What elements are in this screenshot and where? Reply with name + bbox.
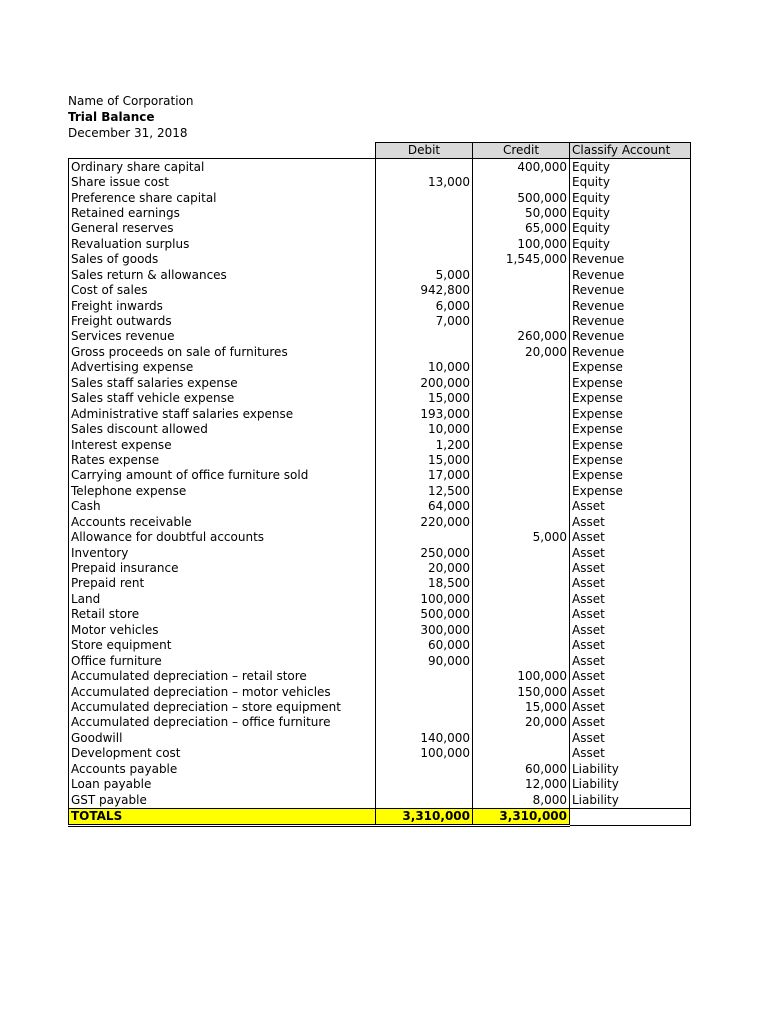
account-class: Expense [570,360,691,375]
account-credit [473,268,570,283]
account-row [69,422,691,437]
account-class: Revenue [570,283,691,298]
account-credit [473,175,570,190]
account-debit: 10,000 [376,422,473,437]
account-debit [376,715,473,730]
account-row [69,453,691,468]
account-name: Store equipment [69,638,376,653]
account-credit: 20,000 [473,345,570,360]
account-debit: 64,000 [376,499,473,514]
account-debit: 60,000 [376,638,473,653]
account-debit: 7,000 [376,314,473,329]
account-credit [473,283,570,298]
account-row [69,607,691,622]
account-class: Asset [570,638,691,653]
account-name: Telephone expense [69,484,376,499]
account-credit: 500,000 [473,190,570,205]
account-class: Revenue [570,329,691,344]
account-credit: 15,000 [473,700,570,715]
account-class: Revenue [570,298,691,313]
account-debit [376,252,473,267]
account-class: Expense [570,484,691,499]
account-debit: 300,000 [376,623,473,638]
account-credit: 400,000 [473,159,570,175]
account-debit [376,221,473,236]
account-name: Revaluation surplus [69,237,376,252]
account-debit [376,700,473,715]
account-credit [473,360,570,375]
totals-credit: 3,310,000 [473,808,570,825]
account-name: Freight outwards [69,314,376,329]
account-row [69,684,691,699]
account-debit: 6,000 [376,298,473,313]
account-class: Expense [570,468,691,483]
account-row [69,360,691,375]
account-debit: 18,500 [376,576,473,591]
account-credit [473,576,570,591]
account-name: Rates expense [69,453,376,468]
debit-header: Debit [376,143,473,159]
account-credit: 100,000 [473,669,570,684]
account-row [69,268,691,283]
account-credit: 1,545,000 [473,252,570,267]
account-name: Accumulated depreciation – store equipment [69,700,376,715]
account-class: Equity [570,221,691,236]
account-credit [473,746,570,761]
account-debit: 500,000 [376,607,473,622]
account-credit [473,298,570,313]
account-row [69,237,691,252]
account-class: Asset [570,731,691,746]
account-row [69,545,691,560]
account-row [69,190,691,205]
account-credit: 65,000 [473,221,570,236]
account-credit: 5,000 [473,530,570,545]
account-credit [473,499,570,514]
account-debit: 140,000 [376,731,473,746]
account-row [69,792,691,808]
account-name: Sales staff salaries expense [69,376,376,391]
account-row [69,468,691,483]
account-credit [473,638,570,653]
account-class: Revenue [570,252,691,267]
account-row [69,623,691,638]
account-row [69,406,691,421]
account-debit [376,237,473,252]
account-credit: 60,000 [473,762,570,777]
account-credit [473,484,570,499]
account-class: Asset [570,561,691,576]
account-debit: 5,000 [376,268,473,283]
account-row [69,576,691,591]
account-name: Share issue cost [69,175,376,190]
totals-label: TOTALS [69,808,376,825]
account-class: Equity [570,175,691,190]
account-credit [473,391,570,406]
account-row [69,592,691,607]
account-class: Asset [570,592,691,607]
account-credit: 150,000 [473,684,570,699]
account-class: Expense [570,422,691,437]
classify-account-header: Classify Account [570,143,691,159]
account-debit [376,669,473,684]
account-name: Sales discount allowed [69,422,376,437]
account-class: Liability [570,762,691,777]
account-row [69,376,691,391]
credit-header: Credit [473,143,570,159]
account-row [69,638,691,653]
account-class: Expense [570,391,691,406]
account-debit: 10,000 [376,360,473,375]
account-debit [376,684,473,699]
account-debit: 15,000 [376,391,473,406]
account-row [69,499,691,514]
account-name: Ordinary share capital [69,159,376,175]
account-name: Interest expense [69,437,376,452]
account-debit: 12,500 [376,484,473,499]
account-row [69,777,691,792]
account-credit [473,453,570,468]
account-debit [376,159,473,175]
account-class: Revenue [570,268,691,283]
account-row [69,206,691,221]
account-class: Asset [570,576,691,591]
totals-debit: 3,310,000 [376,808,473,825]
account-name: Accumulated depreciation – retail store [69,669,376,684]
account-class: Asset [570,653,691,668]
account-debit: 20,000 [376,561,473,576]
account-debit: 100,000 [376,746,473,761]
account-debit [376,530,473,545]
account-debit: 1,200 [376,437,473,452]
account-name: Administrative staff salaries expense [69,406,376,421]
account-row [69,221,691,236]
account-row [69,159,691,175]
report-date: December 31, 2018 [68,126,188,140]
account-debit [376,792,473,808]
account-debit [376,206,473,221]
account-class: Expense [570,376,691,391]
account-row [69,653,691,668]
account-credit: 50,000 [473,206,570,221]
account-class: Asset [570,715,691,730]
account-debit [376,190,473,205]
account-row [69,391,691,406]
account-class: Asset [570,623,691,638]
account-name: Sales of goods [69,252,376,267]
account-class: Equity [570,237,691,252]
account-name: General reserves [69,221,376,236]
account-name: Cost of sales [69,283,376,298]
account-class: Equity [570,206,691,221]
account-credit [473,607,570,622]
account-name: Development cost [69,746,376,761]
account-name: Accounts receivable [69,515,376,530]
account-name: Freight inwards [69,298,376,313]
account-debit: 942,800 [376,283,473,298]
account-rows [69,159,691,808]
account-row [69,283,691,298]
trial-balance-table [68,142,691,827]
totals-classify [570,808,691,825]
account-debit: 90,000 [376,653,473,668]
account-name: Accumulated depreciation – motor vehicles [69,684,376,699]
account-credit [473,376,570,391]
account-row [69,746,691,761]
account-name: Accumulated depreciation – office furniture [69,715,376,730]
account-credit [473,468,570,483]
account-class: Expense [570,453,691,468]
account-row [69,762,691,777]
account-row [69,484,691,499]
account-row [69,329,691,344]
account-name: Services revenue [69,329,376,344]
account-class: Asset [570,746,691,761]
account-row [69,314,691,329]
account-name: Office furniture [69,653,376,668]
account-credit: 260,000 [473,329,570,344]
account-name: Retained earnings [69,206,376,221]
account-class: Asset [570,499,691,514]
account-row [69,731,691,746]
account-class: Equity [570,190,691,205]
account-name: Sales return & allowances [69,268,376,283]
account-class: Asset [570,545,691,560]
account-name: GST payable [69,792,376,808]
account-class: Expense [570,406,691,421]
account-name: Accounts payable [69,762,376,777]
account-name: Retail store [69,607,376,622]
account-name: Prepaid rent [69,576,376,591]
account-name: Land [69,592,376,607]
account-credit [473,653,570,668]
account-debit [376,345,473,360]
account-debit [376,762,473,777]
company-name: Name of Corporation [68,94,194,108]
account-class: Expense [570,437,691,452]
account-credit [473,545,570,560]
account-name: Sales staff vehicle expense [69,391,376,406]
account-class: Equity [570,159,691,175]
account-debit: 17,000 [376,468,473,483]
account-class: Asset [570,515,691,530]
account-name: Motor vehicles [69,623,376,638]
account-name: Carrying amount of office furniture sold [69,468,376,483]
account-credit [473,422,570,437]
account-row [69,715,691,730]
account-name: Allowance for doubtful accounts [69,530,376,545]
account-debit [376,329,473,344]
account-row [69,530,691,545]
account-class: Liability [570,792,691,808]
account-class: Liability [570,777,691,792]
account-row [69,669,691,684]
account-row [69,561,691,576]
account-name: Cash [69,499,376,514]
account-class: Asset [570,669,691,684]
account-row [69,345,691,360]
account-debit: 13,000 [376,175,473,190]
account-row [69,298,691,313]
account-class: Asset [570,530,691,545]
account-debit: 193,000 [376,406,473,421]
account-debit: 15,000 [376,453,473,468]
account-name: Inventory [69,545,376,560]
totals-row [69,808,691,825]
account-debit: 100,000 [376,592,473,607]
account-name: Preference share capital [69,190,376,205]
account-name-header [69,143,376,159]
trial-balance-sheet [68,93,691,827]
account-class: Asset [570,684,691,699]
account-debit: 200,000 [376,376,473,391]
account-name: Loan payable [69,777,376,792]
account-credit [473,437,570,452]
account-class: Revenue [570,345,691,360]
account-credit: 100,000 [473,237,570,252]
account-row [69,252,691,267]
account-row [69,515,691,530]
account-row [69,175,691,190]
account-credit [473,515,570,530]
account-name: Advertising expense [69,360,376,375]
account-name: Prepaid insurance [69,561,376,576]
column-header-row [69,143,691,159]
account-credit: 20,000 [473,715,570,730]
account-credit [473,592,570,607]
report-title: Trial Balance [68,110,155,124]
account-credit [473,561,570,576]
account-credit [473,623,570,638]
account-debit [376,777,473,792]
account-name: Gross proceeds on sale of furnitures [69,345,376,360]
account-credit [473,731,570,746]
account-credit: 8,000 [473,792,570,808]
account-class: Asset [570,607,691,622]
account-debit: 220,000 [376,515,473,530]
account-row [69,700,691,715]
account-credit [473,406,570,421]
account-debit: 250,000 [376,545,473,560]
account-class: Revenue [570,314,691,329]
account-credit [473,314,570,329]
account-class: Asset [570,700,691,715]
account-name: Goodwill [69,731,376,746]
account-row [69,437,691,452]
account-credit: 12,000 [473,777,570,792]
